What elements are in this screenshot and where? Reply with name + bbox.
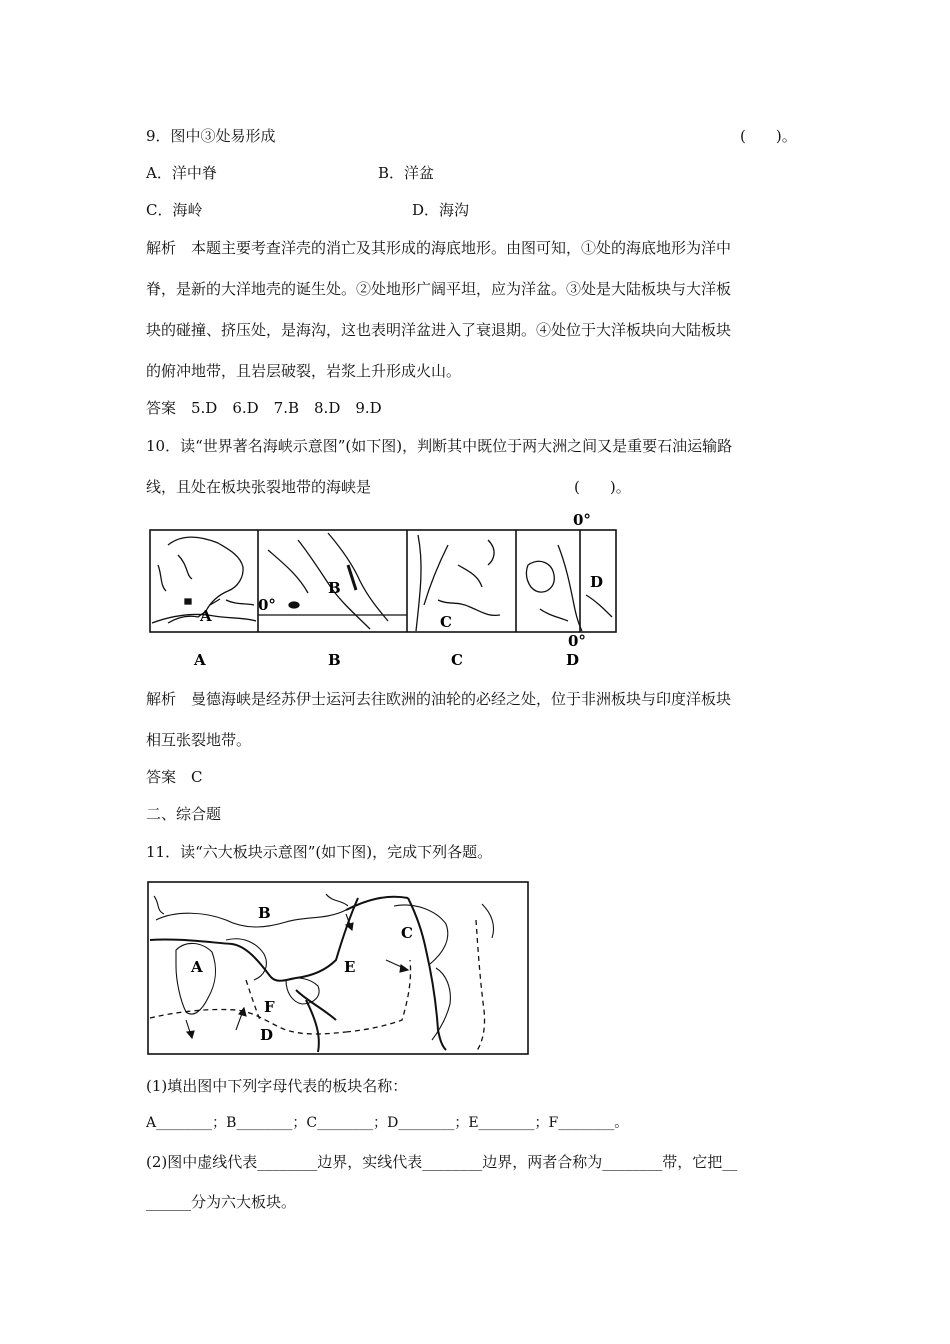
zero-degree-label-bottom: 0°: [568, 632, 586, 650]
plate-label-c: C: [401, 924, 413, 942]
q11-sub2-line1: (2)图中虚线代表________边界，实线代表________边界，两者合称为________带，它把__: [146, 1153, 738, 1171]
plate-label-e: E: [344, 958, 356, 976]
analysis-line: 解析 曼德海峡是经苏伊士运河去往欧洲的油轮的必经之处，位于非洲板块与印度洋板块: [146, 690, 732, 708]
q10-stem-line2: 线，且处在板块张裂地带的海峡是: [146, 478, 372, 496]
strait-letter-c: C: [440, 613, 452, 631]
analysis-line: 脊，是新的大洋地壳的诞生处。②处地形广阔平坦，应为洋盆。③处是大陆板块与大洋板: [146, 280, 732, 298]
q11-sub2-line2: ______分为六大板块。: [146, 1193, 297, 1211]
q11-sub1: (1)填出图中下列字母代表的板块名称：: [146, 1077, 408, 1095]
panel-label-a: A: [194, 651, 206, 669]
plate-map-figure: [146, 880, 530, 1058]
section-title: 二、综合题: [146, 805, 222, 823]
q9-stem: 9．图中③处易形成: [146, 127, 276, 145]
analysis-line: 相互张裂地带。: [146, 731, 252, 749]
analysis-line: 块的碰撞、挤压处，是海沟，这也表明洋盆进入了衰退期。④处位于大洋板块向大陆板块: [146, 321, 732, 339]
analysis-line: 解析 本题主要考查洋壳的消亡及其形成的海底地形。由图可知，①处的海底地形为洋中: [146, 239, 732, 257]
answer-line: 答案 C: [146, 768, 203, 786]
panel-label-b: B: [328, 651, 341, 669]
plate-label-d: D: [260, 1026, 274, 1044]
panel-label-c: C: [451, 651, 463, 669]
analysis-line: 的俯冲地带，且岩层破裂，岩浆上升形成火山。: [146, 362, 462, 380]
q9-answer-paren: ( )。: [740, 127, 797, 145]
q10-stem-line1: 10．读“世界著名海峡示意图”(如下图)，判断其中既位于两大洲之间又是重要石油运输路: [146, 437, 733, 455]
strait-letter-b: B: [328, 579, 341, 597]
strait-letter-d: D: [590, 573, 604, 591]
zero-degree-label-top: 0°: [573, 511, 591, 529]
strait-letter-a: A: [200, 607, 212, 625]
q9-option-d: D．海沟: [412, 201, 470, 219]
q10-answer-paren: ( )。: [574, 478, 631, 496]
panel-label-d: D: [566, 651, 580, 669]
plate-label-b: B: [258, 904, 271, 922]
q9-option-a: A．洋中脊: [146, 164, 217, 182]
plate-label-f: F: [264, 998, 275, 1016]
q11-stem: 11．读“六大板块示意图”(如下图)，完成下列各题。: [146, 843, 493, 861]
plate-label-a: A: [191, 958, 203, 976]
q9-option-b: B．洋盆: [378, 164, 435, 182]
q11-sub1-blanks: A________；B________；C________；D________；E________；F________。: [146, 1115, 629, 1131]
answer-line: 答案 5.D 6.D 7.B 8.D 9.D: [146, 399, 382, 417]
zero-degree-label-b: 0°: [258, 596, 276, 614]
q9-option-c: C．海岭: [146, 201, 203, 219]
strait-map-figure: [148, 505, 620, 673]
